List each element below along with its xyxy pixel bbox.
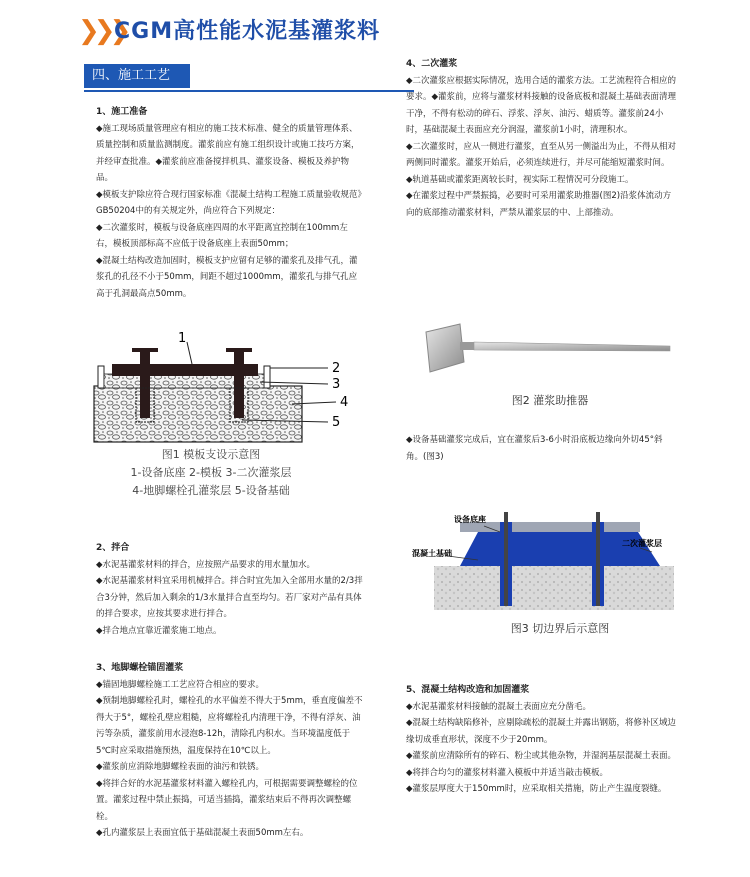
paragraph: ◆拌合地点宜靠近灌浆施工地点。 (96, 625, 222, 636)
figure-2-caption: 图2 灌浆助推器 (511, 394, 589, 407)
chevron-icon: ❯❯❯ (78, 16, 126, 46)
figure-3-label: 二次灌浆层 (622, 539, 662, 548)
paragraph: ◆灌浆层厚度大于150mm时，应采取相关措施，防止产生温度裂缝。 (406, 784, 667, 794)
figure-1-legend: 1-设备底座 2-模板 3-二次灌浆层 (130, 466, 292, 479)
paragraph: ◆灌浆前应消除地脚螺栓表面的油污和铁锈。 (96, 762, 265, 772)
paragraph: ◆施工现场质量管理应有相应的施工技术标准、健全的质量管理体系、质量控制和质量监测制度。灌浆前应有施工组织设计或施工技巧方案，并经审查批准。◆灌浆前应准备搅拌机具、灌浆设备、模板及养护物品。 (96, 123, 360, 183)
paragraph: ◆将拌合好的水泥基灌浆材料灌入螺栓孔内，可根据需要调整螺栓的位置。灌浆过程中禁止振捣，可适当插捣，灌浆结束后不得再次调整螺栓。 (96, 778, 358, 822)
paragraph: ◆二次灌浆时，模板与设备底座四周的水平距离宜控制在100mm左右，模板顶部标高不应低于设备底座上表面50mm； (96, 222, 348, 249)
paragraph: ◆二次灌浆时，应从一侧进行灌浆，直至从另一侧溢出为止，不得从相对两侧同时灌浆。灌浆开始后，必须连续进行，并尽可能缩短灌浆时间。 (406, 141, 677, 168)
section-5-title: 5、混凝土结构改造和加固灌浆 (406, 685, 530, 695)
figure-1-label: 1 (178, 331, 187, 346)
section-1 (96, 104, 364, 302)
paragraph: ◆灌浆前应清除所有的碎石、粉尘或其他杂物，并湿润基层混凝土表面。 (406, 751, 677, 761)
paragraph: ◆模板支护除应符合现行国家标准《混凝土结构工程施工质量验收规范》GB50204中的有关规定外，尚应符合下列规定： (96, 189, 362, 216)
figure-3-diagram (408, 508, 680, 610)
after-figure-2 (406, 432, 678, 465)
paragraph: ◆将拌合均匀的灌浆材料灌入模板中并适当敲击模板。 (406, 767, 609, 778)
figure-1-caption-block (96, 446, 326, 500)
section-3-title: 3、地脚螺栓锚固灌浆 (96, 663, 184, 673)
paragraph: ◆在灌浆过程中严禁振捣，必要时可采用灌浆助推器(图2)沿浆体流动方向的底部推动灌浆材料，严禁从灌浆层的中、上部推动。 (406, 191, 672, 218)
section-2 (96, 540, 364, 639)
section-1-title: 1、施工准备 (96, 107, 148, 117)
paragraph: ◆水泥基灌浆材料宜采用机械拌合。拌合时宜先加入全部用水量的2/3拌合3分钟，然后加入剩余的1/3水量拌合直至均匀。若厂家对产品有具体的拌合要求，应按其要求进行拌合。 (96, 576, 363, 619)
figure-2-grout-pusher (420, 318, 680, 380)
paragraph: ◆孔内灌浆层上表面宜低于基础混凝土表面50mm左右。 (96, 828, 309, 838)
paragraph: ◆二次灌浆应根据实际情况，选用合适的灌浆方法。工艺流程符合相应的要求。◆灌浆前，应将与灌浆材料接触的设备底板和混凝土基础表面清理干净，不得有松动的碎石、浮浆、浮灰、油污、蜡质等。灌浆前24小时，基础混凝土表面应充分润湿，灌浆前1小时，清理积水。 (406, 75, 677, 135)
section-tab: 四、施工工艺 (84, 64, 190, 88)
section-5 (406, 682, 678, 798)
figure-3-label: 设备底座 (454, 515, 486, 524)
paragraph: ◆预制地脚螺栓孔时，螺栓孔的水平偏差不得大于5mm，垂直度偏差不得大于5°，螺栓孔壁应粗糙，应将螺栓孔内清理干净，不得有浮灰、油污等杂质，灌浆前用水浸泡8-12h，清除孔内积水。当环境温度低于5℃时应采取措施预热，温度保持在10℃以上。 (96, 696, 363, 756)
paragraph: ◆水泥基灌浆材料的拌合，应按照产品要求的用水量加水。 (96, 559, 316, 570)
section-4-title: 4、二次灌浆 (406, 59, 458, 69)
divider (84, 90, 414, 92)
paragraph: ◆轨道基础或灌浆距离较长时，视实际工程情况可分段施工。 (406, 174, 634, 185)
page-title: CGM高性能水泥基灌浆料 (114, 19, 381, 44)
figure-1-label: 5 (332, 415, 341, 430)
paragraph: ◆设备基础灌浆完成后，宜在灌浆后3-6小时沿底板边缘向外切45°斜角。(图3) (406, 435, 663, 462)
figure-1-caption: 图1 模板支设示意图 (161, 448, 261, 461)
figure-1-diagram (92, 330, 372, 445)
figure-1-label: 3 (332, 377, 341, 392)
figure-3-caption: 图3 切边界后示意图 (510, 622, 610, 635)
figure-1-label: 2 (332, 361, 341, 376)
section-2-title: 2、拌合 (96, 543, 130, 553)
figure-3-label: 混凝土基础 (412, 549, 452, 558)
section-4 (406, 56, 678, 221)
figure-1-legend: 4-地脚螺栓孔灌浆层 5-设备基础 (132, 484, 290, 497)
paragraph: ◆锚固地脚螺栓施工工艺应符合相应的要求。 (96, 679, 265, 690)
paragraph: ◆混凝土结构改造加固时，模板支护应留有足够的灌浆孔及排气孔，灌浆孔的孔径不小于50mm，间距不超过1000mm，灌浆孔与排气孔应高于孔洞最高点50mm。 (96, 255, 358, 299)
figure-1-label: 4 (340, 395, 349, 410)
paragraph: ◆水泥基灌浆材料接触的混凝土表面应充分凿毛。 (406, 701, 592, 712)
section-3 (96, 660, 364, 842)
paragraph: ◆混凝土结构缺陷修补，应剔除疏松的混凝土并露出钢筋，将修补区域边缘切成垂直形状，深度不少于20mm。 (406, 718, 677, 745)
